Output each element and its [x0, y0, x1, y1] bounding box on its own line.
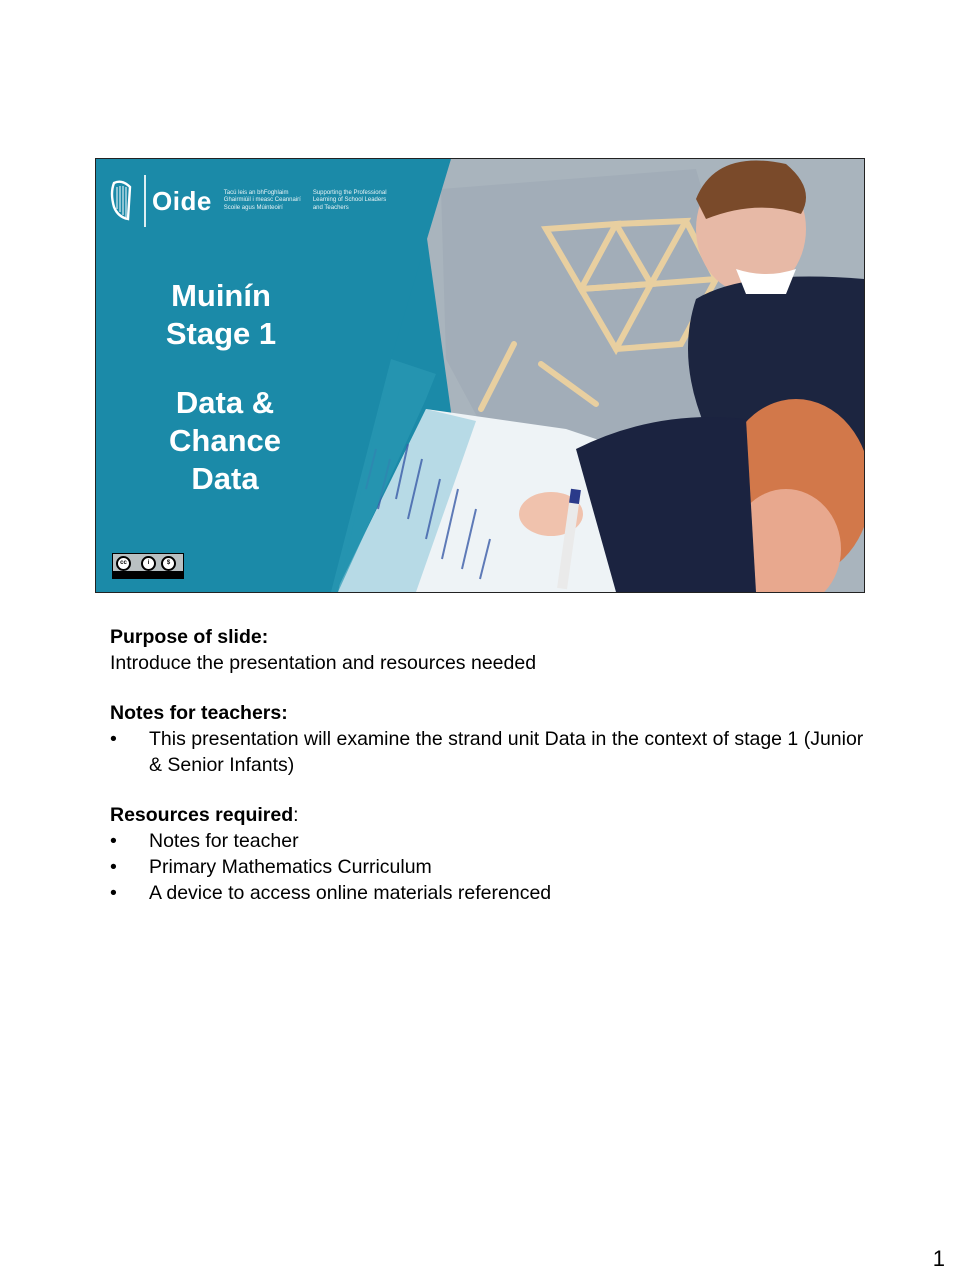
oide-logo	[108, 175, 387, 227]
bullet-icon: •	[110, 728, 117, 750]
harp-icon	[108, 179, 136, 223]
slide-subtitle: Data & Chance Data	[169, 385, 281, 496]
creative-commons-badge	[112, 553, 184, 579]
list-item: • Primary Mathematics Curriculum	[110, 856, 432, 878]
resources-heading-line: Resources required:	[110, 804, 299, 826]
slide-title: Muinín Stage 1	[165, 278, 277, 351]
bullet-icon: •	[110, 830, 117, 852]
purpose-text: Introduce the presentation and resources needed	[110, 652, 537, 674]
logo-tagline-irish: Tacú leis an bhFoghlaim Ghairmiúil i measc Ceannairí Scoile agus Múinteoirí	[223, 189, 301, 211]
list-item: • A device to access online materials referenced	[110, 882, 552, 904]
bullet-icon: •	[110, 856, 117, 878]
logo-wordmark: Oide	[152, 185, 212, 216]
resources-list	[110, 828, 870, 906]
logo-tagline-english: Supporting the Professional Learning of School Leaders and Teachers	[312, 189, 387, 211]
license-text	[113, 571, 183, 578]
bullet-icon: •	[110, 882, 117, 904]
teachers-list	[110, 726, 870, 778]
noncommercial-icon: $	[161, 556, 176, 571]
resources-heading: Resources required	[110, 804, 294, 826]
list-item: • This presentation will examine the strand unit Data in the context of stage 1 (Junior & Senior Infants)	[110, 728, 864, 776]
teachers-heading: Notes for teachers:	[110, 702, 288, 724]
speaker-notes	[110, 624, 870, 906]
attribution-icon: i	[141, 556, 156, 571]
purpose-heading: Purpose of slide:	[110, 626, 269, 648]
page-number: 1	[932, 1246, 945, 1271]
title-slide	[95, 158, 865, 593]
list-item: • Notes for teacher	[110, 830, 299, 852]
logo-divider	[144, 175, 146, 227]
cc-icon: cc	[116, 556, 131, 571]
